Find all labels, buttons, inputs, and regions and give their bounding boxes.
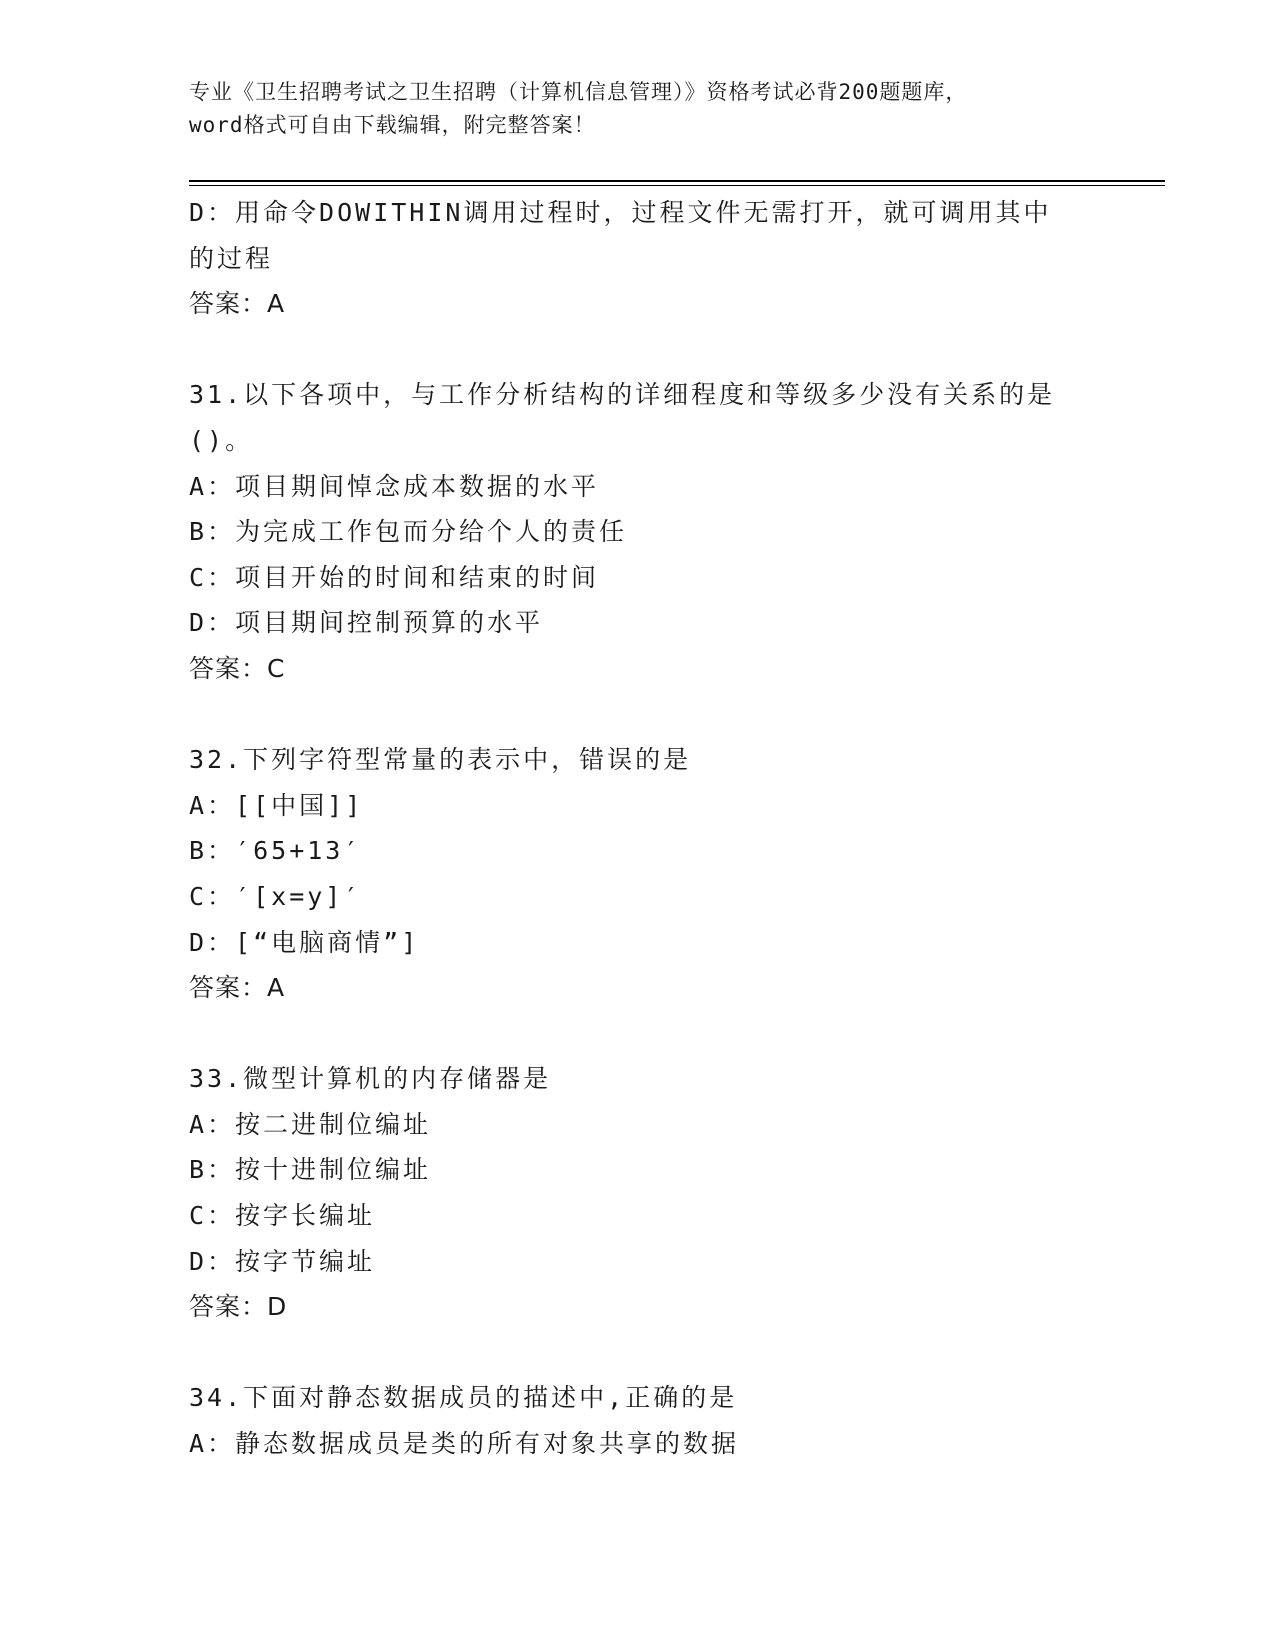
question-31: [189, 372, 1089, 691]
question-stem: 33.微型计算机的内存储器是: [189, 1064, 552, 1094]
option-c: C：项目开始的时间和结束的时间: [189, 562, 600, 592]
option-c: C：按字长编址: [189, 1201, 376, 1231]
option-d: D：用命令DOWITHIN调用过程时，过程文件无需打开，就可调用其中: [189, 198, 1052, 227]
header-title-line2: word格式可自由下载编辑，附完整答案！: [189, 113, 596, 137]
option-c: C：′[x=y]′: [189, 881, 362, 911]
question-32: [189, 737, 1089, 1011]
answer-line: 答案：C: [189, 653, 286, 683]
option-d: D：[“电脑商情”]: [189, 927, 420, 957]
question-list: [189, 190, 1089, 1467]
spacer: [189, 1330, 1089, 1376]
answer-line: 答案：D: [189, 1292, 288, 1322]
question-continuation: [189, 190, 1089, 327]
option-d: D：按字节编址: [189, 1246, 376, 1276]
question-stem: 32.下列字符型常量的表示中，错误的是: [189, 745, 692, 775]
answer-line: 答案：A: [189, 289, 286, 319]
option-a: A：项目期间悼念成本数据的水平: [189, 471, 600, 501]
option-d-continued: 的过程: [189, 243, 274, 273]
question-34: [189, 1375, 1089, 1466]
option-b: B：按十进制位编址: [189, 1155, 432, 1185]
answer-line: 答案：A: [189, 973, 286, 1003]
question-stem-continued: ()。: [189, 425, 254, 455]
question-stem: 34.下面对静态数据成员的描述中,正确的是: [189, 1383, 738, 1413]
option-b: B：为完成工作包而分给个人的责任: [189, 517, 628, 547]
option-a: A：按二进制位编址: [189, 1109, 432, 1139]
option-b: B：′65+13′: [189, 836, 362, 866]
spacer: [189, 692, 1089, 738]
header-divider-thin: [189, 185, 1165, 186]
header-divider-thick: [189, 180, 1165, 182]
question-stem: 31.以下各项中，与工作分析结构的详细程度和等级多少没有关系的是: [189, 380, 1056, 410]
question-33: [189, 1056, 1089, 1330]
spacer: [189, 1011, 1089, 1057]
option-a: A：[[中国]]: [189, 790, 364, 820]
document-header: [189, 76, 1089, 142]
spacer: [189, 327, 1089, 373]
option-d: D：项目期间控制预算的水平: [189, 608, 544, 638]
option-a: A：静态数据成员是类的所有对象共享的数据: [189, 1429, 740, 1459]
header-title-line1: 专业《卫生招聘考试之卫生招聘（计算机信息管理）》资格考试必背200题题库，: [189, 80, 968, 104]
